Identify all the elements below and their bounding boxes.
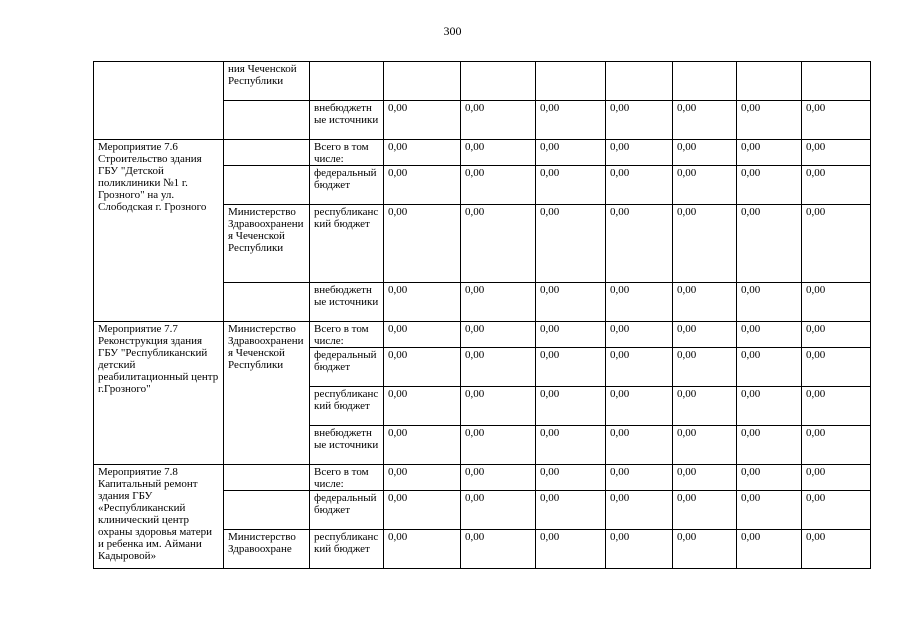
value-cell: 0,00	[536, 166, 606, 205]
executor-cell: Министерство Здравоохранения Чеченской Республики	[224, 205, 310, 283]
executor-cell	[224, 491, 310, 530]
value-cell: 0,00	[536, 140, 606, 166]
value-cell	[606, 62, 673, 101]
executor-cell: Министерство Здравоохранения Чеченской Республики	[224, 322, 310, 465]
funding-source-cell: федеральный бюджет	[310, 348, 384, 387]
funding-source-cell: внебюджетные источники	[310, 101, 384, 140]
event-cell: Мероприятие 7.6 Строительство здания ГБУ "Детской поликлиники №1 г. Грозного" на ул. Слободская г. Грозного	[94, 140, 224, 322]
funding-source-cell: Всего в том числе:	[310, 322, 384, 348]
value-cell	[802, 62, 871, 101]
value-cell: 0,00	[606, 101, 673, 140]
executor-cell: Министерство Здравоохране	[224, 530, 310, 569]
executor-cell	[224, 166, 310, 205]
value-cell: 0,00	[673, 348, 737, 387]
value-cell: 0,00	[737, 101, 802, 140]
table-body	[94, 62, 871, 569]
value-cell: 0,00	[606, 348, 673, 387]
value-cell: 0,00	[461, 140, 536, 166]
value-cell: 0,00	[802, 348, 871, 387]
value-cell: 0,00	[384, 387, 461, 426]
value-cell: 0,00	[737, 348, 802, 387]
value-cell: 0,00	[606, 283, 673, 322]
value-cell: 0,00	[673, 465, 737, 491]
value-cell: 0,00	[536, 426, 606, 465]
value-cell: 0,00	[461, 491, 536, 530]
value-cell: 0,00	[673, 530, 737, 569]
value-cell: 0,00	[802, 322, 871, 348]
event-cell: Мероприятие 7.8 Капитальный ремонт здания ГБУ «Республиканский клинический центр охраны здоровья матери и ребенка им. Аймани Кадыровой»	[94, 465, 224, 569]
value-cell: 0,00	[737, 491, 802, 530]
funding-source-cell: Всего в том числе:	[310, 140, 384, 166]
value-cell: 0,00	[384, 465, 461, 491]
value-cell: 0,00	[536, 348, 606, 387]
value-cell: 0,00	[673, 283, 737, 322]
value-cell: 0,00	[384, 491, 461, 530]
value-cell: 0,00	[802, 491, 871, 530]
value-cell: 0,00	[461, 283, 536, 322]
page-number: 300	[443, 24, 462, 38]
executor-cell	[224, 140, 310, 166]
value-cell: 0,00	[673, 101, 737, 140]
value-cell: 0,00	[802, 140, 871, 166]
value-cell: 0,00	[802, 426, 871, 465]
value-cell: 0,00	[737, 322, 802, 348]
funding-source-cell: федеральный бюджет	[310, 166, 384, 205]
value-cell: 0,00	[606, 205, 673, 283]
funding-source-cell: республиканский бюджет	[310, 205, 384, 283]
value-cell: 0,00	[384, 166, 461, 205]
value-cell	[461, 62, 536, 101]
value-cell: 0,00	[606, 491, 673, 530]
value-cell: 0,00	[673, 426, 737, 465]
executor-cell	[224, 101, 310, 140]
value-cell: 0,00	[802, 205, 871, 283]
value-cell: 0,00	[536, 283, 606, 322]
executor-cell: ния Чеченской Республики	[224, 62, 310, 101]
value-cell: 0,00	[737, 426, 802, 465]
table-row	[94, 465, 871, 491]
funding-source-cell: федеральный бюджет	[310, 491, 384, 530]
event-cell: Мероприятие 7.7 Реконструкция здания ГБУ "Республиканский детский реабилитационный центр г.Грозного"	[94, 322, 224, 465]
value-cell: 0,00	[737, 166, 802, 205]
value-cell: 0,00	[536, 491, 606, 530]
value-cell: 0,00	[606, 387, 673, 426]
value-cell: 0,00	[384, 205, 461, 283]
value-cell: 0,00	[536, 387, 606, 426]
value-cell: 0,00	[802, 166, 871, 205]
value-cell	[536, 62, 606, 101]
value-cell: 0,00	[384, 283, 461, 322]
value-cell: 0,00	[673, 491, 737, 530]
value-cell: 0,00	[461, 387, 536, 426]
value-cell: 0,00	[536, 101, 606, 140]
value-cell: 0,00	[384, 322, 461, 348]
value-cell: 0,00	[606, 166, 673, 205]
value-cell: 0,00	[461, 101, 536, 140]
value-cell: 0,00	[461, 166, 536, 205]
value-cell: 0,00	[737, 387, 802, 426]
value-cell: 0,00	[461, 465, 536, 491]
value-cell: 0,00	[673, 322, 737, 348]
value-cell	[384, 62, 461, 101]
value-cell: 0,00	[606, 465, 673, 491]
value-cell: 0,00	[461, 205, 536, 283]
funding-source-cell: Всего в том числе:	[310, 465, 384, 491]
executor-cell	[224, 283, 310, 322]
value-cell: 0,00	[461, 426, 536, 465]
value-cell: 0,00	[384, 101, 461, 140]
value-cell: 0,00	[673, 387, 737, 426]
value-cell: 0,00	[536, 322, 606, 348]
table-row	[94, 140, 871, 166]
value-cell: 0,00	[802, 387, 871, 426]
value-cell: 0,00	[737, 530, 802, 569]
value-cell: 0,00	[802, 465, 871, 491]
value-cell: 0,00	[606, 322, 673, 348]
value-cell: 0,00	[536, 465, 606, 491]
funding-source-cell: республиканский бюджет	[310, 387, 384, 426]
value-cell: 0,00	[536, 530, 606, 569]
value-cell: 0,00	[606, 530, 673, 569]
value-cell: 0,00	[737, 205, 802, 283]
table-row	[94, 322, 871, 348]
funding-source-cell: внебюджетные источники	[310, 283, 384, 322]
funding-source-cell: республиканский бюджет	[310, 530, 384, 569]
value-cell: 0,00	[802, 530, 871, 569]
value-cell: 0,00	[673, 205, 737, 283]
event-cell	[94, 62, 224, 140]
value-cell: 0,00	[606, 426, 673, 465]
value-cell: 0,00	[384, 140, 461, 166]
value-cell: 0,00	[384, 426, 461, 465]
value-cell	[737, 62, 802, 101]
value-cell: 0,00	[737, 283, 802, 322]
budget-table	[93, 61, 871, 569]
value-cell: 0,00	[673, 140, 737, 166]
value-cell: 0,00	[461, 530, 536, 569]
value-cell: 0,00	[384, 530, 461, 569]
value-cell: 0,00	[737, 140, 802, 166]
value-cell: 0,00	[802, 283, 871, 322]
funding-source-cell	[310, 62, 384, 101]
table-row	[94, 62, 871, 101]
funding-source-cell: внебюджетные источники	[310, 426, 384, 465]
value-cell: 0,00	[673, 166, 737, 205]
value-cell: 0,00	[461, 322, 536, 348]
executor-cell	[224, 465, 310, 491]
value-cell: 0,00	[802, 101, 871, 140]
value-cell: 0,00	[606, 140, 673, 166]
value-cell: 0,00	[536, 205, 606, 283]
value-cell: 0,00	[737, 465, 802, 491]
value-cell: 0,00	[461, 348, 536, 387]
value-cell: 0,00	[384, 348, 461, 387]
value-cell	[673, 62, 737, 101]
